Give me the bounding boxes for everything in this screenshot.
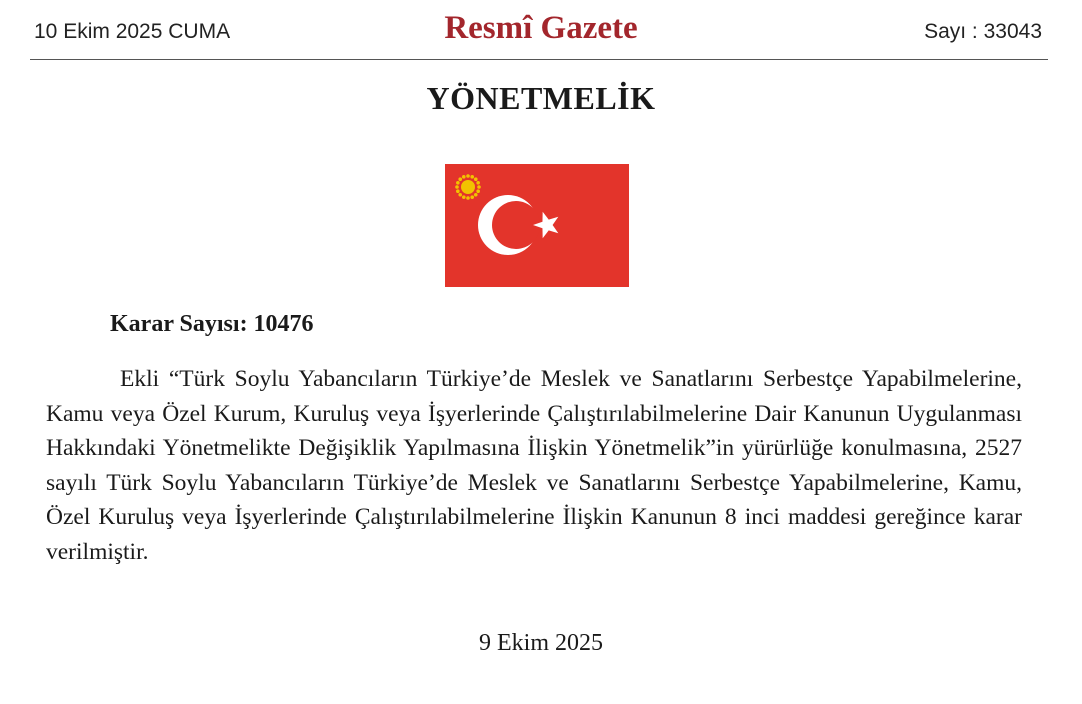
sun-ray-dot	[474, 193, 478, 197]
sun-ray-dot	[455, 185, 459, 189]
sun-ray-dot	[476, 189, 480, 193]
gazette-title: Resmî Gazete	[444, 10, 638, 46]
sun-ray-dot	[456, 189, 460, 193]
sun-ray-dot	[466, 174, 470, 178]
decision-body-text: Ekli “Türk Soylu Yabancıların Türkiye’de Meslek ve Sanatlarını Serbestçe Yapabilmelerine, Kamu veya Özel Kurum, Kuruluş veya İşyerlerinde Çalıştırılabilmelerine Dair Kanunun Uygulanması Hakkındaki Yönetmelikte Değişiklik Yapılmasına İlişkin Yönetmelik”in yürürlüğe konulmasına, 2527 sayılı Türk Soylu Yabancıların Türkiye’de Meslek ve Sanatlarını Serbestçe Yapabilmelerine, Kamu, Özel Kuruluş veya İşyerlerinde Çalıştırılabilmelerine İlişkin Kanunun 8 inci maddesi gereğince karar verilmiştir.	[46, 366, 1022, 565]
sun-ray-dot	[456, 181, 460, 185]
sun-ray-dot	[470, 175, 474, 179]
crescent-inner	[492, 201, 540, 249]
sun-ray-dot	[476, 181, 480, 185]
signature-date: 9 Ekim 2025	[479, 630, 603, 656]
sun-ray-dot	[458, 193, 462, 197]
sun-ray-dot	[462, 175, 466, 179]
header-divider	[30, 59, 1048, 60]
gazette-issue-number: Sayı : 33043	[924, 20, 1042, 43]
sun-ray-dot	[458, 177, 462, 181]
gazette-date: 10 Ekim 2025 CUMA	[34, 20, 231, 43]
sun-ray-dot	[466, 196, 470, 200]
sun-ray-dot	[470, 195, 474, 199]
sun-ray-dot	[477, 185, 481, 189]
section-title: YÖNETMELİK	[426, 80, 656, 116]
sun-ray-dot	[474, 177, 478, 181]
decision-number: Karar Sayısı: 10476	[110, 311, 314, 337]
presidential-flag-icon	[445, 164, 629, 287]
sun-ray-dot	[462, 195, 466, 199]
